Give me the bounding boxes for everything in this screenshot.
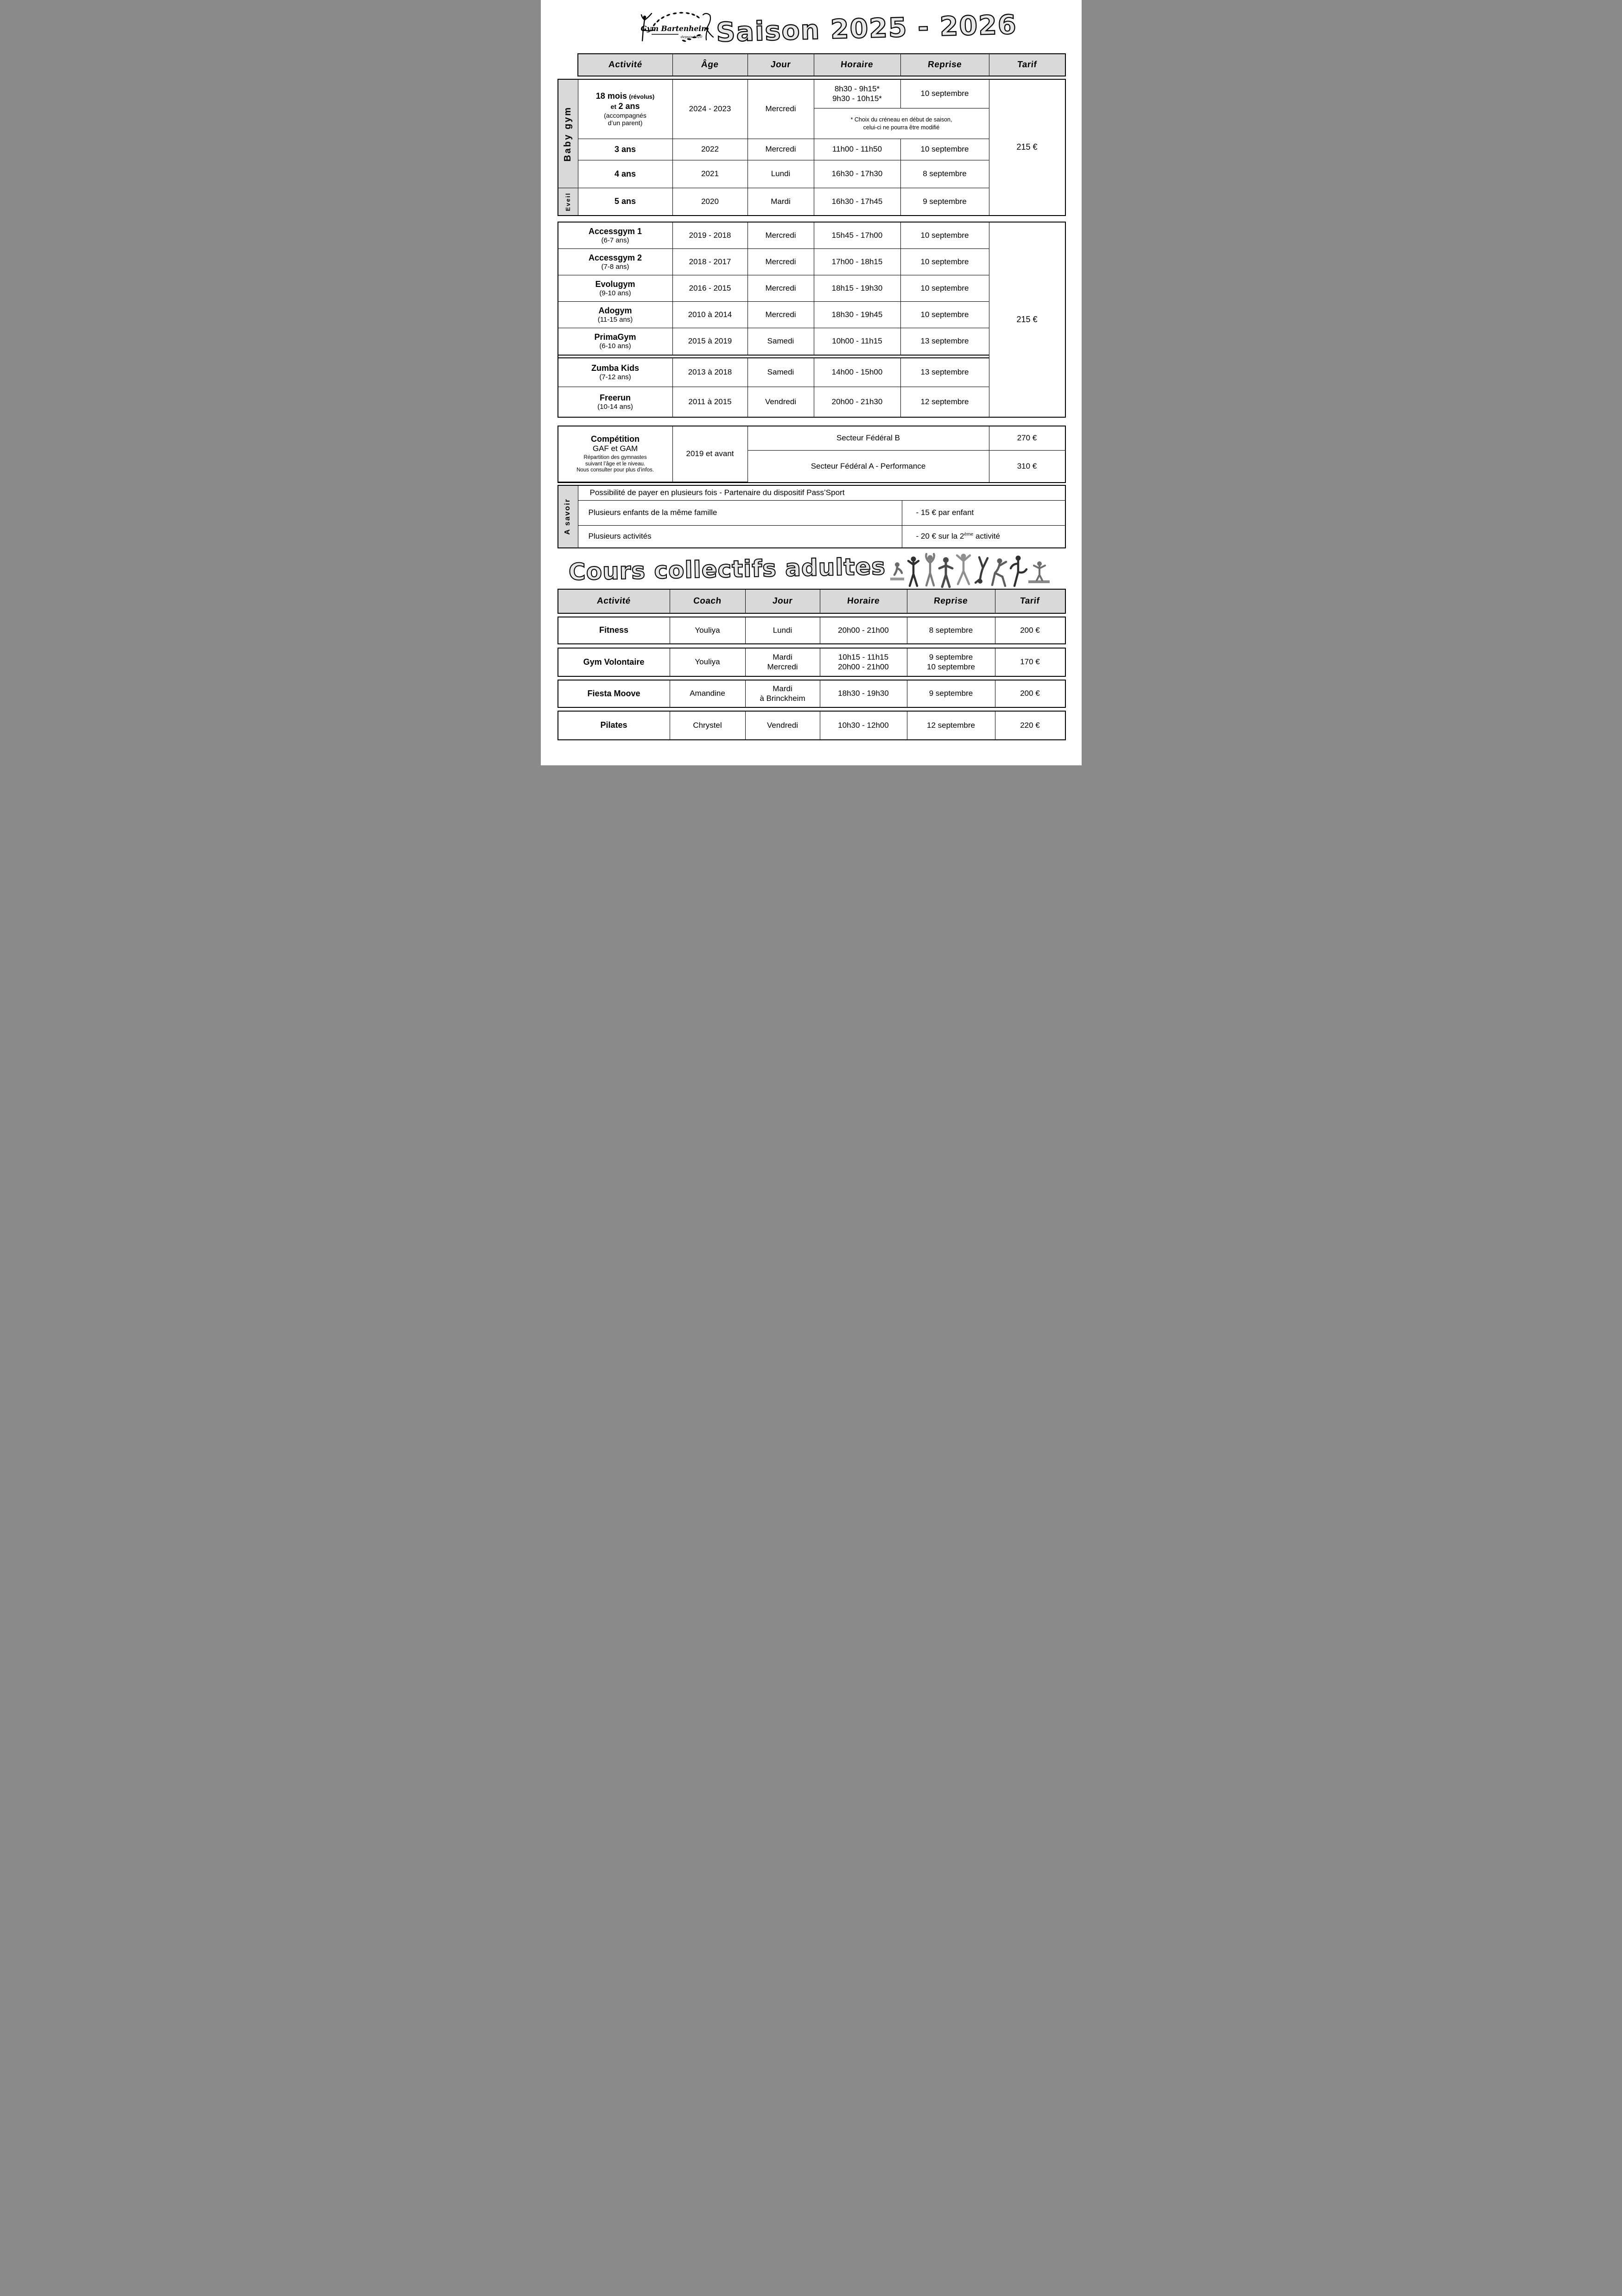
cell-day [746,617,820,643]
header-cell-activity [578,54,673,76]
logo-since: depuis 1920 [680,35,702,39]
time-slot-1: 8h30 - 9h15* [834,84,880,94]
cell-activity [558,223,673,249]
day-value: Lundi [771,169,791,178]
info-label: Plusieurs activités [588,532,652,541]
age-value: 2020 [701,197,719,206]
header-label: Horaire [840,59,874,70]
sidebar-eveil [558,188,578,215]
activity-name: Fitness [599,625,629,635]
price-value: 215 € [1016,314,1038,324]
competition-subtitle: GAF et GAM [592,444,638,453]
day-value: Samedi [767,337,794,346]
cell-day [748,328,814,355]
activity-name: Accessgym 2 [588,253,642,262]
activity-name: Accessgym 1 [588,226,642,236]
time-value: 11h00 - 11h50 [832,145,882,154]
activity-ages: (7-12 ans) [599,373,631,382]
cell-age [673,275,748,302]
cell-time [814,302,901,328]
cell-time [814,188,901,215]
adults-row-fitness [558,617,1066,644]
activity-name: Zumba Kids [591,363,639,373]
cell-resume [901,139,989,160]
cell-coach [670,712,746,739]
info-row-activities-label [578,526,902,547]
day-value-2: à Brinckheim [760,693,805,703]
cell-resume [901,387,989,417]
cell-age [673,328,748,355]
cell-price-sector-a [989,451,1065,482]
header-label: Activité [608,59,643,70]
resume-value: 10 septembre [920,310,969,319]
day-value: Vendredi [765,397,797,406]
cell-resume [901,188,989,215]
resume-value: 8 septembre [929,625,973,635]
activity-sub: (accompagnés [604,111,646,119]
cell-time [814,275,901,302]
cell-age [673,188,748,215]
cell-activity [578,80,673,139]
activity-name: Adogym [598,305,632,315]
kids-table-competition-section [558,426,1066,483]
cell-day [748,80,814,139]
info-row-activities-value [902,526,1065,547]
time-note-line2: celui-ci ne pourra être modifié [863,124,940,131]
cell-age [673,160,748,188]
cell-time [814,249,901,275]
cell-day [746,649,820,676]
activity-name: 3 ans [614,144,636,154]
cell-resume [907,681,995,707]
time-value: 16h30 - 17h30 [831,169,883,178]
cell-activity [578,160,673,188]
club-logo [640,10,719,45]
resume-value: 10 septembre [920,257,969,266]
cell-price [995,649,1065,676]
age-value: 2021 [701,169,719,178]
cell-activity-competition [558,426,673,482]
day-value: Mercredi [765,310,796,319]
cell-age [673,358,748,387]
cell-time [814,358,901,387]
day-value: Mardi [773,653,792,662]
resume-value: 12 septembre [927,720,975,730]
cell-resume [901,328,989,355]
info-payment-text: Possibilité de payer en plusieurs fois - Partenaire du dispositif Pass’Sport [589,488,845,497]
cell-sector-b [748,426,989,451]
cell-time [820,617,907,643]
cell-age [673,302,748,328]
logo-name: Gym Bartenheim [640,24,709,33]
time-slot-2: 9h30 - 10h15* [832,94,882,103]
cell-activity [578,139,673,160]
cell-age [673,139,748,160]
header-cell-price [995,590,1065,613]
time-value: 10h30 - 12h00 [838,720,889,730]
activity-ages: (6-7 ans) [601,236,629,244]
time-value: 14h00 - 15h00 [831,368,883,377]
time-value: 10h15 - 11h15 [838,653,889,662]
cell-activity [558,649,670,676]
kids-table-babygym-section [558,79,1066,216]
resume-value: 13 septembre [920,337,969,346]
cell-age [673,426,748,482]
cell-day [748,249,814,275]
day-value: Mercredi [765,104,796,114]
coach-name: Amandine [690,689,725,698]
time-value: 18h30 - 19h30 [838,689,889,698]
price-value: 220 € [1020,720,1040,730]
time-value-2: 20h00 - 21h00 [838,662,889,671]
activity-ages: (9-10 ans) [599,289,631,297]
price-value: 200 € [1020,689,1040,698]
cell-time [820,712,907,739]
cell-age [673,249,748,275]
cell-day [748,302,814,328]
resume-value: 9 septembre [923,197,967,206]
activity-name: Gym Volontaire [583,657,645,667]
cell-time [814,387,901,417]
resume-value: 10 septembre [920,230,969,240]
cell-activity [558,358,673,387]
sidebar-baby-gym-label: Baby gym [562,106,573,162]
header-cell-time [820,590,907,613]
info-value: - 20 € sur la 2ème activité [916,532,1000,541]
header-label: Tarif [1016,59,1038,70]
resume-value-2: 10 septembre [927,662,975,671]
day-value: Vendredi [767,720,798,730]
cell-day [748,358,814,387]
price-value: 170 € [1020,657,1040,667]
activity-name: Pilates [600,720,627,730]
sidebar-baby-gym [558,80,578,188]
activity-ages: (11-15 ans) [597,315,633,324]
activity-name: PrimaGym [594,332,636,342]
time-value: 17h00 - 18h15 [831,257,883,266]
cell-coach [670,617,746,643]
day-value: Mardi [771,197,791,206]
header-label: Coach [693,596,722,606]
cell-age [673,80,748,139]
adults-illustration [889,552,1052,589]
cell-resume [907,712,995,739]
cell-resume [901,249,989,275]
cell-resume [901,275,989,302]
adults-row-fiesta-moove [558,680,1066,708]
competition-title: Compétition [591,434,640,444]
header-label: Activité [596,596,631,606]
coach-name: Youliya [695,657,720,667]
time-value: 10h00 - 11h15 [832,337,882,346]
header-cell-coach [670,590,746,613]
cell-activity [558,712,670,739]
activity-name-2: et 2 ans [610,101,640,111]
adults-table-header [558,589,1066,614]
activity-ages: (6-10 ans) [599,342,631,350]
age-value: 2019 et avant [686,449,734,458]
cell-day [748,387,814,417]
time-note-line1: * Choix du créneau en début de saison, [850,116,952,123]
day-value: Mardi [773,684,792,693]
cell-coach [670,681,746,707]
cell-resume [901,80,989,108]
page [541,0,1082,765]
header-cell-age [673,54,748,76]
price-value: 310 € [1017,461,1037,471]
cell-time [814,160,901,188]
coach-name: Chrystel [693,720,722,730]
cell-resume [901,223,989,249]
coach-name: Youliya [695,625,720,635]
price-value: 200 € [1020,625,1040,635]
age-value: 2024 - 2023 [689,104,731,114]
day-value: Mercredi [765,257,796,266]
cell-day [748,223,814,249]
info-row-family-label [578,501,902,526]
age-value: 2022 [701,145,719,154]
activity-ages: (10-14 ans) [597,402,633,411]
cell-resume [901,302,989,328]
cell-activity [558,302,673,328]
sector-label: Secteur Fédéral B [836,433,900,443]
adults-title: Cours collectifs adultes [568,553,886,585]
activity-name: 4 ans [614,169,636,178]
activity-name: Freerun [599,393,631,402]
cell-time [820,681,907,707]
info-row-payment [578,486,1065,501]
age-value: 2010 à 2014 [688,310,732,319]
cell-time [814,223,901,249]
activity-name: Fiesta Moove [587,688,640,698]
day-value: Mercredi [765,283,796,293]
sidebar-a-savoir-label: A savoir [564,498,572,535]
time-value: 20h00 - 21h30 [831,397,883,406]
header-label: Horaire [846,596,881,606]
info-section [558,485,1066,548]
cell-price [995,617,1065,643]
resume-value: 9 septembre [929,653,973,662]
day-value: Samedi [767,368,794,377]
age-value: 2016 - 2015 [689,283,731,293]
sidebar-eveil-label: Eveil [564,192,571,211]
cell-activity [558,328,673,355]
resume-value: 13 septembre [920,368,969,377]
cell-sector-a [748,451,989,482]
activity-name: 5 ans [614,197,636,206]
cell-day [748,139,814,160]
header-cell-resume [901,54,989,76]
competition-note: suivant l’âge et le niveau. [585,461,646,467]
kids-table-header [577,53,1066,76]
cell-resume [901,358,989,387]
cell-activity [558,681,670,707]
adults-row-gym-volontaire [558,648,1066,677]
info-label: Plusieurs enfants de la même famille [588,508,717,517]
info-row-family-value [902,501,1065,526]
day-value: Lundi [773,625,792,635]
cell-resume [907,617,995,643]
price-value: 215 € [1016,142,1038,152]
header-label: Reprise [927,59,963,70]
cell-resume [901,160,989,188]
sidebar-a-savoir [558,486,578,547]
header-cell-day [746,590,820,613]
header-label: Âge [701,59,719,70]
time-value: 16h30 - 17h45 [831,197,883,206]
day-value: Mercredi [765,230,796,240]
header-cell-activity [558,590,670,613]
age-value: 2013 à 2018 [688,368,732,377]
cell-resume [907,649,995,676]
cell-activity [558,275,673,302]
cell-day [746,681,820,707]
resume-value: 8 septembre [923,169,967,178]
competition-note: Répartition des gymnastes [583,455,647,461]
sector-label: Secteur Fédéral A - Performance [811,461,926,471]
cell-day [748,275,814,302]
time-value: 18h15 - 19h30 [831,283,883,293]
header-cell-time [814,54,901,76]
activity-sub: d’un parent) [608,119,643,127]
time-value: 18h30 - 19h45 [831,310,883,319]
header-label: Jour [770,59,792,70]
header-cell-resume [907,590,995,613]
activity-name: 18 mois (révolus) [596,91,655,101]
header-cell-price [989,54,1065,76]
cell-time [814,139,901,160]
cell-day [748,160,814,188]
header-label: Tarif [1020,596,1040,606]
day-value: Mercredi [765,145,796,154]
resume-value: 10 septembre [920,89,969,98]
age-value: 2011 à 2015 [688,397,732,406]
resume-value: 12 septembre [920,397,969,406]
activity-name: Evolugym [595,279,635,289]
cell-time [820,649,907,676]
time-value: 20h00 - 21h00 [838,625,889,635]
kids-table-youth-section [558,222,1066,418]
cell-activity [558,617,670,643]
cell-age [673,387,748,417]
header-cell-day [748,54,814,76]
info-value: - 15 € par enfant [916,508,974,517]
section-break-divider [558,355,989,358]
cell-activity [578,188,673,215]
season-title: Saison 2025 - 2026 [716,9,1017,48]
competition-note: Nous consulter pour plus d’infos. [577,467,654,473]
header-label: Jour [772,596,793,606]
cell-time-note [814,108,989,139]
age-value: 2019 - 2018 [689,230,731,240]
cell-day [746,712,820,739]
cell-price-group2 [989,223,1065,417]
resume-value: 10 septembre [920,145,969,154]
adults-row-pilates [558,711,1066,740]
cell-time [814,328,901,355]
cell-activity [558,249,673,275]
cell-price [995,712,1065,739]
resume-value: 9 septembre [929,689,973,698]
cell-price-group1 [989,80,1065,215]
age-value: 2018 - 2017 [689,257,731,266]
day-value-2: Mercredi [767,662,798,671]
cell-price-sector-b [989,426,1065,451]
age-value: 2015 à 2019 [688,337,732,346]
cell-age [673,223,748,249]
price-value: 270 € [1017,433,1037,443]
cell-coach [670,649,746,676]
cell-activity [558,387,673,417]
activity-ages: (7-8 ans) [601,262,629,271]
cell-price [995,681,1065,707]
cell-time [814,80,901,108]
header-label: Reprise [933,596,969,606]
time-value: 15h45 - 17h00 [831,230,883,240]
cell-day [748,188,814,215]
resume-value: 10 septembre [920,283,969,293]
